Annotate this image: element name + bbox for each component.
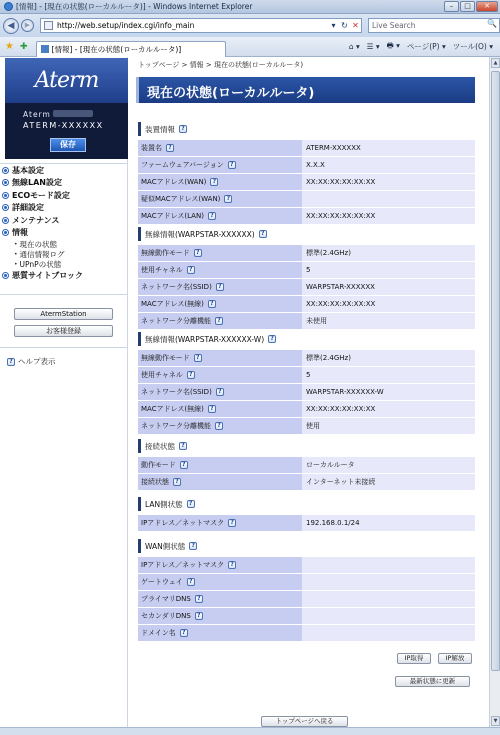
menu-item-eco[interactable]: ECOモード設定 <box>0 189 128 202</box>
device-name-redacted <box>53 110 93 117</box>
back-to-top-button[interactable]: トップページへ戻る <box>261 716 348 727</box>
tab-label: [情報] - [現在の状態(ローカルルータ)] <box>51 44 182 54</box>
page-header <box>136 77 475 103</box>
save-button[interactable]: 保存 <box>50 138 86 152</box>
row-value: X.X.X <box>302 157 475 173</box>
table-row <box>138 515 475 532</box>
refresh-icon[interactable]: ↻ <box>341 21 348 30</box>
table-row <box>138 574 475 591</box>
menu-item-wireless[interactable]: 無線LAN設定 <box>0 177 128 190</box>
help-icon[interactable]: ? <box>268 335 276 343</box>
address-dropdown-icon[interactable]: ▾ <box>331 21 336 30</box>
help-icon[interactable]: ? <box>208 300 216 308</box>
help-icon[interactable]: ? <box>208 212 216 220</box>
row-value: 使用 <box>302 418 475 434</box>
row-label-text: ネットワーク名(SSID) <box>141 283 212 291</box>
row-label-text: MACアドレス(無線) <box>141 300 204 308</box>
row-value: XX:XX:XX:XX:XX:XX <box>302 401 475 417</box>
row-label-text: ネットワーク名(SSID) <box>141 388 212 396</box>
row-value: WARPSTAR-XXXXXX-W <box>302 384 475 400</box>
address-bar[interactable] <box>40 18 362 33</box>
help-icon[interactable]: ? <box>195 612 203 620</box>
row-label-text: 疑似MACアドレス(WAN) <box>141 195 221 203</box>
section-title <box>138 122 475 136</box>
row-label-text: 接続状態 <box>141 478 169 486</box>
help-icon: ? <box>7 358 15 366</box>
info-section <box>138 539 475 642</box>
row-label <box>138 608 302 624</box>
row-value <box>302 574 475 590</box>
row-value: 未使用 <box>302 313 475 329</box>
table-row <box>138 157 475 174</box>
submenu-upnp[interactable]: • UPnPの状態 <box>0 259 128 269</box>
row-label-text: ファームウェアバージョン <box>141 161 224 169</box>
stop-icon[interactable]: ✕ <box>352 21 359 30</box>
info-section <box>138 122 475 225</box>
row-label-text: ネットワーク分離機能 <box>141 317 211 325</box>
minimize-button[interactable]: – <box>444 1 459 12</box>
row-label <box>138 591 302 607</box>
menu-item-maintenance[interactable]: メンテナンス <box>0 214 128 227</box>
device-box <box>5 103 128 159</box>
atermstation-button[interactable]: AtermStation <box>14 308 113 320</box>
row-label <box>138 157 302 173</box>
row-value <box>302 557 475 573</box>
row-value <box>302 625 475 641</box>
close-button[interactable]: ✕ <box>476 1 498 12</box>
help-icon[interactable]: ? <box>216 283 224 291</box>
table-row <box>138 174 475 191</box>
help-icon[interactable]: ? <box>224 195 232 203</box>
table-row <box>138 384 475 401</box>
section-title-text: WAN側状態 <box>145 541 186 551</box>
row-label <box>138 313 302 329</box>
row-label <box>138 384 302 400</box>
page-icon <box>44 21 53 30</box>
menu-item-info[interactable]: 情報 <box>0 227 128 240</box>
help-icon[interactable]: ? <box>228 519 236 527</box>
sidebar-divider <box>0 347 128 348</box>
help-icon[interactable]: ? <box>179 442 187 450</box>
help-icon[interactable]: ? <box>180 461 188 469</box>
table-row <box>138 401 475 418</box>
table-row <box>138 313 475 330</box>
ip-release-button[interactable]: IP解放 <box>438 653 472 664</box>
row-label-text: セカンダリDNS <box>141 612 191 620</box>
help-icon[interactable]: ? <box>228 561 236 569</box>
table-row <box>138 191 475 208</box>
row-label-text: 使用チャネル <box>141 371 183 379</box>
back-button[interactable]: ◀ <box>3 18 19 34</box>
row-value: ATERM-XXXXXX <box>302 140 475 156</box>
help-icon[interactable]: ? <box>187 500 195 508</box>
table-row <box>138 350 475 367</box>
row-label <box>138 262 302 278</box>
search-box[interactable] <box>368 18 500 33</box>
help-icon[interactable]: ? <box>194 249 202 257</box>
row-value: XX:XX:XX:XX:XX:XX <box>302 208 475 224</box>
section-title <box>138 227 475 241</box>
help-icon[interactable]: ? <box>195 595 203 603</box>
row-label-text: MACアドレス(LAN) <box>141 212 204 220</box>
table-row <box>138 296 475 313</box>
aterm-logo: Aterm <box>5 58 128 103</box>
print-button[interactable]: 🖶 ▾ <box>386 41 400 50</box>
section-title-text: 接続状態 <box>145 441 175 451</box>
search-input[interactable]: Live Search <box>372 21 416 30</box>
menu-bullet-icon <box>2 217 9 224</box>
row-label <box>138 191 302 207</box>
add-favorite-icon[interactable]: ✚ <box>19 41 28 52</box>
favorites-star-icon[interactable]: ★ <box>5 41 14 52</box>
table-row <box>138 245 475 262</box>
search-icon[interactable]: 🔍 <box>487 19 497 28</box>
row-value: インターネット未接続 <box>302 474 475 490</box>
browser-tab[interactable] <box>36 41 226 57</box>
row-label-text: ネットワーク分離機能 <box>141 422 211 430</box>
row-label-text: MACアドレス(無線) <box>141 405 204 413</box>
row-label <box>138 208 302 224</box>
row-value: 5 <box>302 367 475 383</box>
table-row <box>138 367 475 384</box>
menu-bullet-icon <box>2 192 9 199</box>
help-icon[interactable]: ? <box>194 354 202 362</box>
menu-bullet-icon <box>2 229 9 236</box>
table-row <box>138 279 475 296</box>
row-label <box>138 140 302 156</box>
main-content <box>136 57 476 727</box>
help-icon[interactable]: ? <box>259 230 267 238</box>
row-value: XX:XX:XX:XX:XX:XX <box>302 174 475 190</box>
menu-item-basic[interactable]: 基本設定 <box>0 164 128 177</box>
tools-menu-button[interactable]: ツール(O) ▾ <box>452 42 493 51</box>
row-label <box>138 296 302 312</box>
refresh-status-button[interactable]: 最新状態に更新 <box>395 676 470 687</box>
row-value: XX:XX:XX:XX:XX:XX <box>302 296 475 312</box>
window-titlebar <box>0 0 500 14</box>
row-label-text: 無線動作モード <box>141 354 190 362</box>
favorites-toolbar <box>0 37 500 57</box>
row-label <box>138 279 302 295</box>
scroll-thumb[interactable] <box>491 71 500 671</box>
home-button[interactable]: ⌂ ▾ <box>348 42 360 51</box>
table-row <box>138 591 475 608</box>
section-title-text: LAN側状態 <box>145 499 183 509</box>
info-section <box>138 332 475 435</box>
help-icon[interactable]: ? <box>166 144 174 152</box>
table-row <box>138 418 475 435</box>
row-label-text: 動作モード <box>141 461 176 469</box>
row-label <box>138 245 302 261</box>
help-icon[interactable]: ? <box>210 178 218 186</box>
info-section <box>138 497 475 532</box>
table-row <box>138 625 475 642</box>
menu-item-advanced[interactable]: 詳細設定 <box>0 202 128 215</box>
table-row <box>138 608 475 625</box>
row-label <box>138 174 302 190</box>
help-icon[interactable]: ? <box>187 578 195 586</box>
help-icon[interactable]: ? <box>215 422 223 430</box>
section-title <box>138 332 475 346</box>
row-value: ローカルルータ <box>302 457 475 473</box>
status-bar <box>0 727 500 735</box>
page-menu-button[interactable]: ページ(P) ▾ <box>406 42 446 51</box>
row-value: WARPSTAR-XXXXXX <box>302 279 475 295</box>
sidebar <box>0 57 128 727</box>
ip-get-button[interactable]: IP取得 <box>397 653 431 664</box>
help-icon[interactable]: ? <box>189 542 197 550</box>
table-row <box>138 457 475 474</box>
address-input[interactable]: http://web.setup/index.cgi/info_main <box>57 21 195 30</box>
page-viewport <box>0 57 489 727</box>
feeds-button[interactable]: ☰ ▾ <box>366 42 380 51</box>
section-title-text: 装置情報 <box>145 124 175 134</box>
help-icon[interactable]: ? <box>228 161 236 169</box>
table-row <box>138 557 475 574</box>
row-label <box>138 457 302 473</box>
forward-button[interactable]: ▶ <box>21 19 34 32</box>
row-value: 標準(2.4GHz) <box>302 350 475 366</box>
row-value <box>302 591 475 607</box>
breadcrumb[interactable]: トップページ > 情報 > 現在の状態(ローカルルータ) <box>138 61 304 69</box>
row-label <box>138 474 302 490</box>
ie-icon <box>4 2 13 11</box>
maximize-button[interactable]: □ <box>460 1 475 12</box>
table-row <box>138 474 475 491</box>
help-icon[interactable]: ? <box>215 317 223 325</box>
section-title-text: 無線情報(WARPSTAR-XXXXXX-W) <box>145 334 265 344</box>
help-icon[interactable]: ? <box>173 478 181 486</box>
row-label-text: IPアドレス／ネットマスク <box>141 561 225 569</box>
help-icon[interactable]: ? <box>187 266 195 274</box>
menu-bullet-icon <box>2 204 9 211</box>
submenu-status[interactable]: • 現在の状態 <box>0 239 128 249</box>
row-label-text: 装置名 <box>141 144 162 152</box>
row-value <box>302 608 475 624</box>
row-label <box>138 574 302 590</box>
help-icon[interactable]: ? <box>180 629 188 637</box>
section-title <box>138 539 475 553</box>
page-title: 現在の状態(ローカルルータ) <box>147 86 315 101</box>
help-icon[interactable]: ? <box>187 371 195 379</box>
sidebar-menu <box>0 163 128 282</box>
table-row <box>138 140 475 157</box>
row-label-text: プライマリDNS <box>141 595 191 603</box>
window-title: [情報] - [現在の状態(ローカルルータ)] - Windows Internet Explorer <box>16 2 253 11</box>
scroll-up-icon[interactable]: ▲ <box>491 58 500 68</box>
device-label: Aterm <box>23 110 51 119</box>
row-label <box>138 401 302 417</box>
menu-bullet-icon <box>2 179 9 186</box>
customer-registration-button[interactable]: お客様登録 <box>14 325 113 337</box>
help-icon[interactable]: ? <box>179 125 187 133</box>
info-section <box>138 439 475 491</box>
row-value: 192.168.0.1/24 <box>302 515 475 531</box>
submenu-log[interactable]: • 通信情報ログ <box>0 249 128 259</box>
row-label-text: 使用チャネル <box>141 266 183 274</box>
sidebar-divider <box>0 294 128 295</box>
table-row <box>138 262 475 279</box>
section-title <box>138 439 475 453</box>
row-label <box>138 625 302 641</box>
row-label <box>138 515 302 531</box>
vertical-scrollbar[interactable] <box>489 57 500 727</box>
tab-page-icon <box>41 45 49 53</box>
row-value <box>302 191 475 207</box>
row-label <box>138 367 302 383</box>
address-toolbar <box>0 14 500 37</box>
command-bar <box>349 40 500 53</box>
device-model: ATERM-XXXXXX <box>23 121 104 130</box>
section-title <box>138 497 475 511</box>
row-label <box>138 557 302 573</box>
row-value: 標準(2.4GHz) <box>302 245 475 261</box>
menu-item-site-block[interactable]: 悪質サイトブロック <box>0 269 128 282</box>
help-icon[interactable]: ? <box>216 388 224 396</box>
menu-bullet-icon <box>2 167 9 174</box>
help-icon[interactable]: ? <box>208 405 216 413</box>
row-label-text: ゲートウェイ <box>141 578 183 586</box>
row-value: 5 <box>302 262 475 278</box>
row-label-text: 無線動作モード <box>141 249 190 257</box>
help-link[interactable]: ? ヘルプ表示 <box>7 356 56 367</box>
row-label-text: MACアドレス(WAN) <box>141 178 207 186</box>
row-label-text: IPアドレス／ネットマスク <box>141 519 225 527</box>
menu-bullet-icon <box>2 272 9 279</box>
info-section <box>138 227 475 330</box>
row-label-text: ドメイン名 <box>141 629 176 637</box>
row-label <box>138 350 302 366</box>
row-label <box>138 418 302 434</box>
scroll-down-icon[interactable]: ▼ <box>491 716 500 726</box>
section-title-text: 無線情報(WARPSTAR-XXXXXX) <box>145 229 255 239</box>
table-row <box>138 208 475 225</box>
